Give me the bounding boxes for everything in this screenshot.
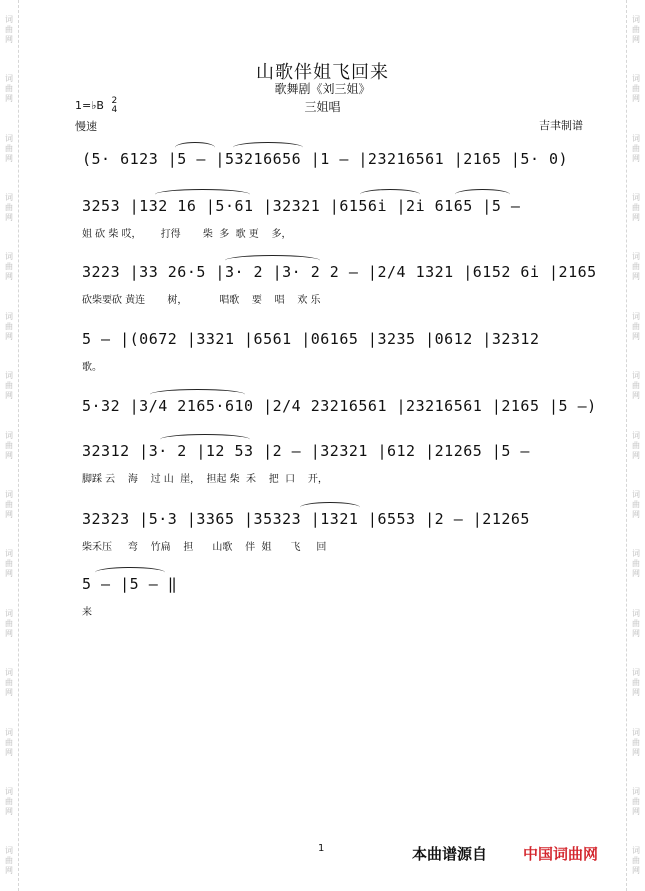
watermark-char: 词 <box>632 252 640 262</box>
lyric-line: 姐 砍 柴 哎， 打得 柴 多 歌 更 多， <box>82 229 292 240</box>
page-number: 1 <box>318 843 325 854</box>
meter-bottom: 4 <box>111 105 118 115</box>
source-label: 本曲谱源自 <box>412 845 488 863</box>
watermark-char: 曲 <box>5 559 13 569</box>
watermark-glyphs <box>632 0 640 59</box>
watermark-char: 网 <box>632 747 640 757</box>
watermark-glyphs <box>5 416 13 475</box>
lyric-line: 来 <box>82 607 92 618</box>
score-line: 3253 |132 16 |5·61 |32321 |6156i |2i 6165 |5 — <box>82 197 521 215</box>
watermark-char: 网 <box>5 391 13 401</box>
watermark-char: 词 <box>632 846 640 856</box>
watermark-char: 曲 <box>632 737 640 747</box>
watermark-char: 网 <box>632 94 640 104</box>
watermark-char: 网 <box>632 34 640 44</box>
watermark-char: 词 <box>632 430 640 440</box>
watermark-char: 曲 <box>5 321 13 331</box>
watermark-char: 网 <box>5 212 13 222</box>
slur-arc <box>160 434 250 445</box>
slur-arc <box>95 567 165 578</box>
watermark-char: 词 <box>632 74 640 84</box>
watermark-char: 词 <box>632 786 640 796</box>
watermark-glyphs <box>5 119 13 178</box>
watermark-char: 曲 <box>632 499 640 509</box>
time-signature <box>111 97 117 115</box>
watermark-glyphs <box>632 297 640 356</box>
watermark-char: 词 <box>632 192 640 202</box>
slur-arc <box>360 189 420 200</box>
score-line: 5 — |5 — ‖ <box>82 575 178 593</box>
watermark-char: 网 <box>5 153 13 163</box>
watermark-char: 网 <box>632 509 640 519</box>
key-signature <box>75 97 117 115</box>
watermark-char: 曲 <box>632 262 640 272</box>
watermark-glyphs <box>5 356 13 415</box>
watermark-char: 网 <box>5 806 13 816</box>
key-label: 1=♭B <box>75 99 104 112</box>
watermark-char: 词 <box>632 133 640 143</box>
watermark-char: 曲 <box>5 856 13 866</box>
watermark-char: 词 <box>5 549 13 559</box>
watermark-glyphs <box>5 0 13 59</box>
watermark-char: 网 <box>5 94 13 104</box>
watermark-char: 词 <box>5 252 13 262</box>
song-subtitle: 歌舞剧《刘三姐》 <box>274 82 371 96</box>
watermark-char: 词 <box>632 371 640 381</box>
watermark-char: 网 <box>5 450 13 460</box>
watermark-char: 网 <box>632 866 640 876</box>
score-line: 5 — |(0672 |3321 |6561 |06165 |3235 |0612 |32312 <box>82 330 540 348</box>
watermark-glyphs <box>5 772 13 831</box>
watermark-char: 词 <box>5 608 13 618</box>
watermark-char: 网 <box>5 331 13 341</box>
slur-arc <box>455 189 510 200</box>
watermark-glyphs <box>632 356 640 415</box>
watermark-column-right <box>626 0 645 891</box>
watermark-glyphs <box>632 178 640 237</box>
watermark-char: 曲 <box>5 24 13 34</box>
watermark-char: 曲 <box>5 440 13 450</box>
watermark-char: 词 <box>5 727 13 737</box>
slur-arc <box>175 142 215 153</box>
watermark-char: 网 <box>5 688 13 698</box>
watermark-char: 曲 <box>5 678 13 688</box>
watermark-glyphs <box>5 832 13 891</box>
watermark-glyphs <box>632 475 640 534</box>
watermark-char: 网 <box>632 628 640 638</box>
slur-arc <box>155 189 250 200</box>
watermark-char: 词 <box>632 668 640 678</box>
site-name: 中国词曲网 <box>523 845 599 863</box>
slur-arc <box>233 142 303 153</box>
watermark-char: 词 <box>5 786 13 796</box>
slur-arc <box>300 502 360 513</box>
watermark-char: 网 <box>632 569 640 579</box>
score-line: 32312 |3· 2 |12 53 |2 — |32321 |612 |21265 |5 — <box>82 442 530 460</box>
watermark-glyphs <box>5 475 13 534</box>
watermark-glyphs <box>632 772 640 831</box>
lyric-line: 柴禾压 弯 竹扁 担 山歌 伴 姐 飞 回 <box>82 542 327 553</box>
watermark-glyphs <box>5 653 13 712</box>
watermark-char: 网 <box>632 153 640 163</box>
watermark-char: 词 <box>5 311 13 321</box>
watermark-char: 网 <box>632 212 640 222</box>
watermark-char: 曲 <box>632 618 640 628</box>
watermark-char: 曲 <box>632 84 640 94</box>
watermark-glyphs <box>632 416 640 475</box>
watermark-glyphs <box>632 535 640 594</box>
watermark-char: 网 <box>632 391 640 401</box>
meter-top: 2 <box>111 96 118 106</box>
watermark-glyphs <box>5 594 13 653</box>
watermark-char: 词 <box>5 668 13 678</box>
watermark-char: 词 <box>5 430 13 440</box>
watermark-glyphs <box>632 594 640 653</box>
watermark-char: 网 <box>5 272 13 282</box>
song-title: 山歌伴姐飞回来 <box>256 62 389 83</box>
watermark-char: 曲 <box>5 262 13 272</box>
watermark-char: 网 <box>5 34 13 44</box>
watermark-char: 词 <box>5 846 13 856</box>
watermark-char: 曲 <box>5 618 13 628</box>
watermark-char: 曲 <box>5 84 13 94</box>
score-line: 5·32 |3/4 2165·610 |2/4 23216561 |23216561 |2165 |5 —) <box>82 397 597 415</box>
watermark-char: 曲 <box>5 202 13 212</box>
watermark-char: 曲 <box>632 796 640 806</box>
watermark-char: 网 <box>632 272 640 282</box>
watermark-char: 词 <box>632 14 640 24</box>
watermark-glyphs <box>632 653 640 712</box>
watermark-char: 网 <box>5 628 13 638</box>
watermark-char: 词 <box>632 549 640 559</box>
watermark-char: 曲 <box>632 559 640 569</box>
watermark-glyphs <box>5 297 13 356</box>
score-line: (5· 6123 |5 — |53216656 |1 — |23216561 |2165 |5· 0) <box>82 150 569 168</box>
watermark-char: 曲 <box>632 381 640 391</box>
watermark-char: 网 <box>632 331 640 341</box>
watermark-glyphs <box>5 535 13 594</box>
score-line: 32323 |5·3 |3365 |35323 |1321 |6553 |2 — |21265 <box>82 510 530 528</box>
watermark-char: 词 <box>5 192 13 202</box>
watermark-char: 词 <box>632 489 640 499</box>
watermark-column-left <box>0 0 19 891</box>
watermark-char: 词 <box>5 371 13 381</box>
slur-arc <box>150 389 245 400</box>
watermark-char: 曲 <box>632 440 640 450</box>
watermark-char: 网 <box>632 806 640 816</box>
watermark-char: 曲 <box>5 499 13 509</box>
watermark-char: 曲 <box>632 202 640 212</box>
watermark-char: 词 <box>632 608 640 618</box>
watermark-char: 曲 <box>632 856 640 866</box>
watermark-char: 曲 <box>5 737 13 747</box>
slur-arc <box>225 255 320 266</box>
watermark-char: 网 <box>5 509 13 519</box>
watermark-char: 词 <box>5 14 13 24</box>
watermark-char: 网 <box>632 688 640 698</box>
score-line: 3223 |33 26·5 |3· 2 |3· 2 2 — |2/4 1321 |6152 6i |2165 <box>82 263 597 281</box>
watermark-char: 词 <box>632 311 640 321</box>
tempo-marking: 慢速 <box>75 120 97 133</box>
watermark-char: 曲 <box>632 24 640 34</box>
watermark-char: 网 <box>5 569 13 579</box>
watermark-char: 曲 <box>632 321 640 331</box>
watermark-char: 网 <box>5 747 13 757</box>
transcriber-credit: 吉聿制谱 <box>539 119 583 132</box>
watermark-glyphs <box>632 238 640 297</box>
lyric-line: 砍柴要砍 黄连 树， 唱歌 要 唱 欢 乐 <box>82 295 321 306</box>
lyric-line: 歌。 <box>82 362 102 373</box>
watermark-glyphs <box>5 713 13 772</box>
watermark-char: 词 <box>5 74 13 84</box>
watermark-char: 曲 <box>632 678 640 688</box>
watermark-char: 曲 <box>632 143 640 153</box>
watermark-char: 曲 <box>5 381 13 391</box>
lyric-line: 脚踩 云 海 过 山 崖， 担起 柴 禾 把 口 开， <box>82 474 328 485</box>
watermark-glyphs <box>632 713 640 772</box>
watermark-glyphs <box>5 178 13 237</box>
watermark-char: 曲 <box>5 143 13 153</box>
watermark-char: 词 <box>632 727 640 737</box>
watermark-glyphs <box>632 119 640 178</box>
watermark-char: 网 <box>5 866 13 876</box>
watermark-char: 曲 <box>5 796 13 806</box>
watermark-char: 词 <box>5 133 13 143</box>
watermark-glyphs <box>5 238 13 297</box>
singer-label: 三姐唱 <box>304 100 341 114</box>
watermark-char: 网 <box>632 450 640 460</box>
watermark-glyphs <box>632 832 640 891</box>
watermark-char: 词 <box>5 489 13 499</box>
